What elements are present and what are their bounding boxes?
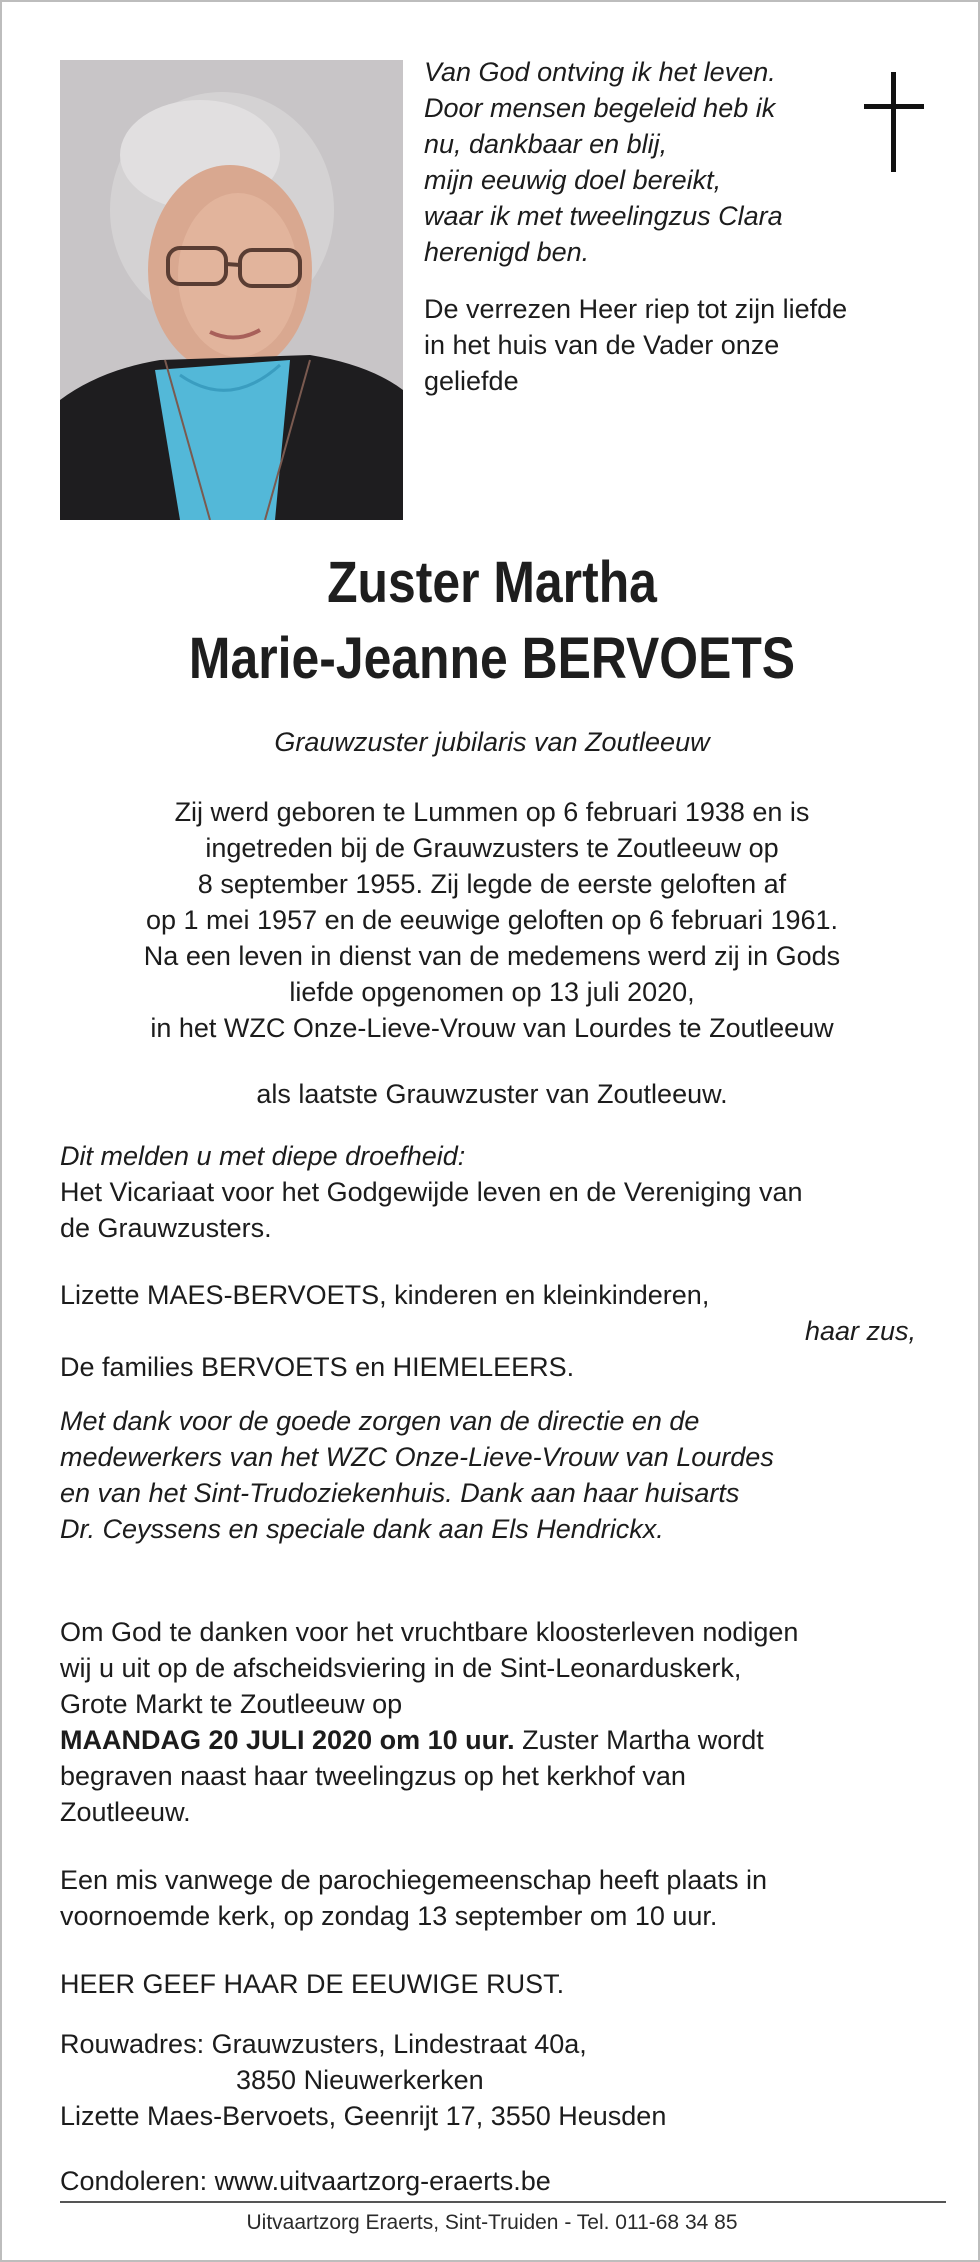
last-grauwzuster-line: als laatste Grauwzuster van Zoutleeuw.: [256, 1079, 728, 1109]
footer-divider: [60, 2201, 946, 2203]
thanks-line: Dr. Ceyssens en speciale dank aan Els Hendrickx.: [60, 1514, 664, 1544]
mass-line: Een mis vanwege de parochiegemeenschap heeft plaats in: [60, 1865, 767, 1895]
address: [60, 2026, 940, 2134]
mass-line: voornoemde kerk, op zondag 13 september om 10 uur.: [60, 1901, 718, 1931]
poem-line: nu, dankbaar en blij,: [424, 129, 668, 159]
intro-text: [424, 291, 944, 399]
bio-line: op 1 mei 1957 en de eeuwige geloften op 6 februari 1961.: [145, 905, 839, 935]
announcement: [60, 1138, 940, 1246]
poem-line: Van God ontving ik het leven.: [424, 57, 776, 87]
bio-line: Na een leven in dienst van de medemens werd zij in Gods: [143, 941, 841, 971]
ceremony-date: MAANDAG 20 JULI 2020 om 10 uur.: [60, 1725, 515, 1755]
ceremony-line: Om God te danken voor het vruchtbare kloosterleven nodigen: [60, 1617, 799, 1647]
bio-line: liefde opgenomen op 13 juli 2020,: [289, 977, 695, 1007]
bio-line: 8 september 1955. Zij legde de eerste geloften af: [197, 869, 787, 899]
family-line: De families BERVOETS en HIEMELEERS.: [60, 1352, 575, 1382]
ceremony-line: wij u uit op de afscheidsviering in de Sint-Leonarduskerk,: [60, 1653, 742, 1683]
intro-line: in het huis van de Vader onze: [424, 330, 780, 360]
poem-line: herenigd ben.: [424, 237, 590, 267]
poem-line: Door mensen begeleid heb ik: [424, 93, 776, 123]
vicariaat-line: de Grauwzusters.: [60, 1213, 272, 1243]
prayer: HEER GEEF HAAR DE EEUWIGE RUST.: [60, 1969, 565, 1999]
thanks: [60, 1403, 940, 1547]
intro-line: De verrezen Heer riep tot zijn liefde: [424, 294, 848, 324]
portrait-photo: [60, 60, 403, 520]
address-line: 3850 Nieuwerkerken: [236, 2065, 484, 2095]
cross-icon: [864, 72, 924, 172]
ceremony-line: Zoutleeuw.: [60, 1797, 191, 1827]
bio-line: in het WZC Onze-Lieve-Vrouw van Lourdes te Zoutleeuw: [150, 1013, 834, 1043]
family-role: haar zus,: [804, 1316, 916, 1346]
subtitle: Grauwzuster jubilaris van Zoutleeuw: [274, 727, 710, 757]
intro-line: geliefde: [424, 366, 519, 396]
deceased-name: Marie-Jeanne BERVOETS: [188, 626, 796, 691]
condolences-link[interactable]: Condoleren: www.uitvaartzorg-eraerts.be: [60, 2166, 551, 2196]
biography: [2, 794, 980, 1046]
footer: Uitvaartzorg Eraerts, Sint-Truiden - Tel. 011-68 34 85: [246, 2211, 738, 2234]
poem-line: mijn eeuwig doel bereikt,: [424, 165, 722, 195]
poem: [424, 54, 864, 270]
ceremony: [60, 1614, 940, 1830]
ceremony-line: begraven naast haar tweelingzus op het kerkhof van: [60, 1761, 686, 1791]
ceremony-date-rest: Zuster Martha wordt: [514, 1725, 764, 1755]
bio-line: Zij werd geboren te Lummen op 6 februari 1938 en is: [174, 797, 810, 827]
thanks-line: Met dank voor de goede zorgen van de directie en de: [60, 1406, 700, 1436]
ceremony-date-line: [60, 1722, 940, 1758]
announcement-intro: Dit melden u met diepe droefheid:: [60, 1141, 466, 1171]
thanks-line: en van het Sint-Trudoziekenhuis. Dank aan haar huisarts: [60, 1478, 740, 1508]
ceremony-line: Grote Markt te Zoutleeuw op: [60, 1689, 403, 1719]
mass-info: [60, 1862, 940, 1934]
deceased-title: Zuster Martha: [327, 550, 657, 615]
thanks-line: medewerkers van het WZC Onze-Lieve-Vrouw van Lourdes: [60, 1442, 774, 1472]
family-line: Lizette MAES-BERVOETS, kinderen en kleinkinderen,: [60, 1280, 710, 1310]
address-line: Rouwadres: Grauwzusters, Lindestraat 40a,: [60, 2029, 587, 2059]
address-line: Lizette Maes-Bervoets, Geenrijt 17, 3550 Heusden: [60, 2101, 667, 2131]
bio-line: ingetreden bij de Grauwzusters te Zoutleeuw op: [205, 833, 779, 863]
poem-line: waar ik met tweelingzus Clara: [424, 201, 783, 231]
vicariaat-line: Het Vicariaat voor het Godgewijde leven en de Vereniging van: [60, 1177, 803, 1207]
